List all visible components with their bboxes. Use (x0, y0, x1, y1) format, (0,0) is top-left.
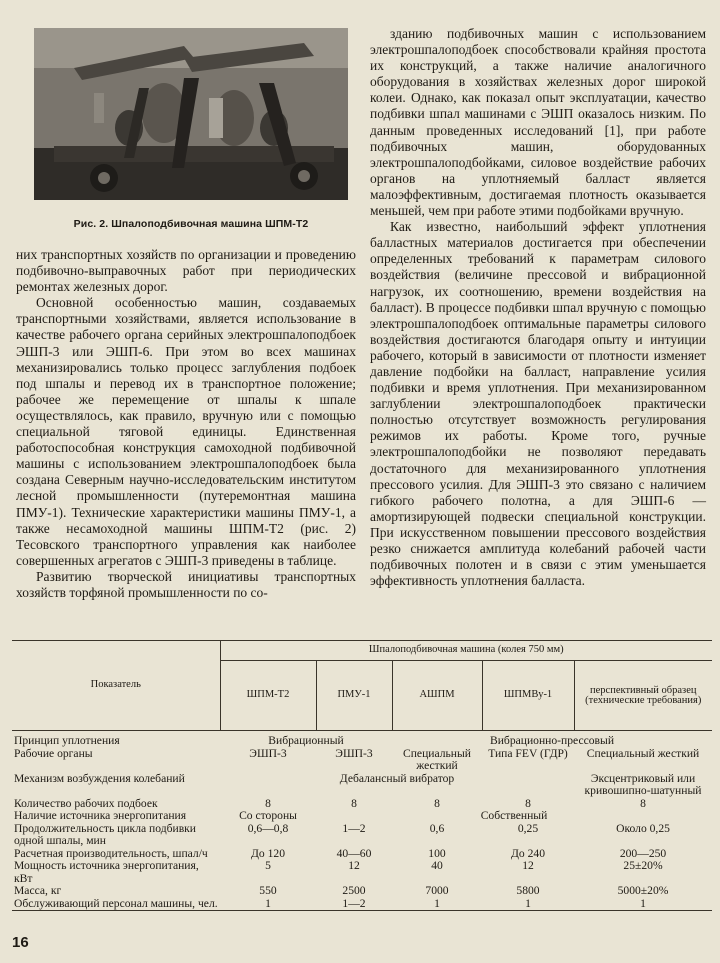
table-header-label: Показатель (12, 641, 220, 731)
table-cell: 5000±20% (617, 884, 669, 897)
table-cell: 40—60 (336, 846, 372, 860)
table-cell: 8 (265, 796, 271, 810)
table-header-col-1: ШПМ-Т2 (220, 661, 316, 731)
table-body (12, 731, 712, 911)
table-cell: 1 (265, 896, 271, 910)
table-cell: 1 (640, 896, 646, 910)
table-cell: 7000 (425, 884, 449, 897)
table-cell: ЭШП-3 (335, 746, 373, 760)
table-row (12, 885, 712, 898)
table-row-label: Принцип уплотнения (14, 734, 120, 747)
table-row (12, 823, 712, 848)
right-paragraph-2: Как известно, наибольший эффект уплотнения балластных материалов достигается при обеспечении определенных требований к параметрам силового воздействия (величине прессовой и вибрационной нагрузок, их соотношению, времени воздействия на балласт). В процессе подбивки шпал вручную с помощью электрошпалоподбоек оптимальные параметры силового воздействия достигаются благодаря опыту и интуиции рабочего, который в зависимости от плотности изменяет давление подбойки на балласт, направление усилия подбивки и время уплотнения. При механизированном заглублении электрошпалоподбоек практически полностью отсутствует возможность регулирования режимов их работы. Кроме того, ручные электрошпалоподбойки не позволяют передавать достаточного для механизированного уплотнения прессового усилия. Для ЭШП-3 это связано с наличием гибкого рабочего полотна, а для ЭШП-6 — амортизирующей подвески специальной конструкции. При искусственном повышении прессового воздействия резко снижается амплитуда колебаний рабочей части подбивочных полотен и в связи с этим уменьшается эффективность уплотнения балласта. (370, 219, 706, 589)
table-cell: 8 (640, 796, 646, 810)
table-row (12, 860, 712, 885)
table-header-group: Шпалоподбивочная машина (колея 750 мм) (220, 641, 712, 661)
specs-table-wrap (12, 640, 712, 911)
table-header-col-3: АШПМ (392, 661, 482, 731)
table-cell: До 240 (511, 846, 545, 860)
table-cell: 8 (525, 796, 531, 810)
table-row-label: Расчетная производительность, шпал/ч (14, 846, 208, 860)
table-cell: 1 (434, 896, 440, 910)
table-row-label: Рабочие органы (14, 746, 93, 760)
table-header-col-4: ШПМВу-1 (482, 661, 574, 731)
left-paragraph-3: Развитию творческой инициативы транспортных хозяйств торфяной промышленности по со- (16, 568, 356, 600)
table-cell: Со стороны (239, 809, 297, 822)
table-row (12, 810, 712, 823)
table-cell: Специальный жесткий (586, 746, 700, 760)
table-cell: 5 (265, 859, 271, 872)
table-cell: 0,25 (517, 821, 539, 835)
table-row (12, 748, 712, 773)
table-cell: 1 (525, 896, 531, 910)
right-column (370, 26, 706, 589)
machine-photo-drawing (34, 28, 348, 200)
table-header-col-5: перспективный образец (технические требования) (574, 661, 712, 731)
table-cell: Типа FEV (ГДР) (488, 746, 568, 760)
table-cell: 0,6 (429, 821, 445, 835)
figure-caption: Рис. 2. Шпалоподбивочная машина ШПМ-Т2 (73, 218, 309, 230)
table-cell: 550 (259, 884, 277, 897)
table-cell: До 120 (251, 846, 285, 860)
table-cell: ЭШП-3 (249, 746, 287, 760)
right-paragraph-1: зданию подбивочных машин с использованием электрошпалоподбоек способствовали крайняя простота их конструкций, а также наличие аналогичного оборудования в хозяйствах железных дорог широкой колеи. Однако, как показал опыт эксплуатации, качество подбивки шпал машинами с ЭШП оказалось низким. По данным проведенных исследований [1], при работе подбивочных машин, оборудованных электрошпалоподбойками, силовое воздействие рабочих органов на уплотняемый балласт является малоэффективным, достигаемая плотность оказывается меньшей, чем при работе этими подбойками вручную. (370, 26, 706, 219)
table-cell: Вибрационный (268, 734, 344, 747)
table-cell: Специальный жесткий (402, 746, 471, 772)
table-cell: 1—2 (342, 896, 366, 910)
left-paragraph-2: Основной особенностью машин, создаваемых транспортными хозяйствами, является использование в качестве рабочего органа серийных электрошпалоподбоек ЭШП-3 или ЭШП-6. При этом во всех машинах механизировались только процесс заглубления подбоек под шпалы и перевод их в транспортное положение; рабочее же перемещение от шпалы к шпале осуществлялось, как правило, вручную или с помощью специальной тяговой единицы. Единственная работоспособная конструкция самоходной подбивочной машины с использованием электрошпалоподбоек была создана Северным научно-исследовательским институтом лесной промышленности (путеремонтная машина ПМУ-1). Технические характеристики машины ПМУ-1, а также несамоходной машины ШПМ-Т2 (рис. 2) Тесовского транспортного управления как наиболее совершенных агрегатов с ЭШП-3 приведены в таблице. (16, 295, 356, 568)
specs-table (12, 640, 712, 911)
table-cell: Около 0,25 (616, 821, 670, 835)
table-row-label: Количество рабочих подбоек (14, 796, 158, 810)
table-row (12, 773, 712, 798)
table-row-label: Продолжительность цикла подбивки одной шпалы, мин (14, 821, 197, 847)
table-row (12, 731, 712, 748)
table-cell: 2500 (342, 884, 366, 897)
table-cell: 8 (434, 796, 440, 810)
table-row-label: Мощность источника энергопитания, кВт (14, 859, 199, 885)
table-row-label: Обслуживающий персонал машины, чел. (14, 896, 218, 910)
table-row-label: Наличие источника энергопитания (14, 809, 187, 822)
table-cell: 100 (428, 846, 446, 860)
table-row-label: Механизм возбуждения колебаний (14, 771, 185, 785)
machine-photo (34, 28, 348, 200)
table-cell: 8 (351, 796, 357, 810)
table-cell: Дебалансный вибратор (339, 771, 455, 785)
table-cell: 12 (522, 859, 534, 872)
table-cell: 5800 (516, 884, 540, 897)
table-cell: 200—250 (619, 846, 667, 860)
table-cell: 1—2 (342, 821, 366, 835)
table-cell: Эксцентриковый или кривошипно-шатунный (584, 771, 702, 797)
table-row-label: Масса, кг (14, 884, 62, 897)
table-cell: 25±20% (623, 859, 663, 872)
table-cell: Вибрационно-прессовый (489, 734, 615, 747)
table-header-col-2: ПМУ-1 (316, 661, 392, 731)
table-cell: 0,6—0,8 (247, 821, 289, 835)
left-paragraph-1: них транспортных хозяйств по организации и проведению подбивочно-выправочных работ при периодических ремонтах железных дорог. (16, 247, 356, 295)
table-cell: Собственный (480, 809, 548, 822)
left-column (16, 247, 356, 601)
page-number: 16 (12, 934, 29, 951)
table-row (12, 898, 712, 911)
table-cell: 12 (348, 859, 360, 872)
table-cell: 40 (431, 859, 443, 872)
